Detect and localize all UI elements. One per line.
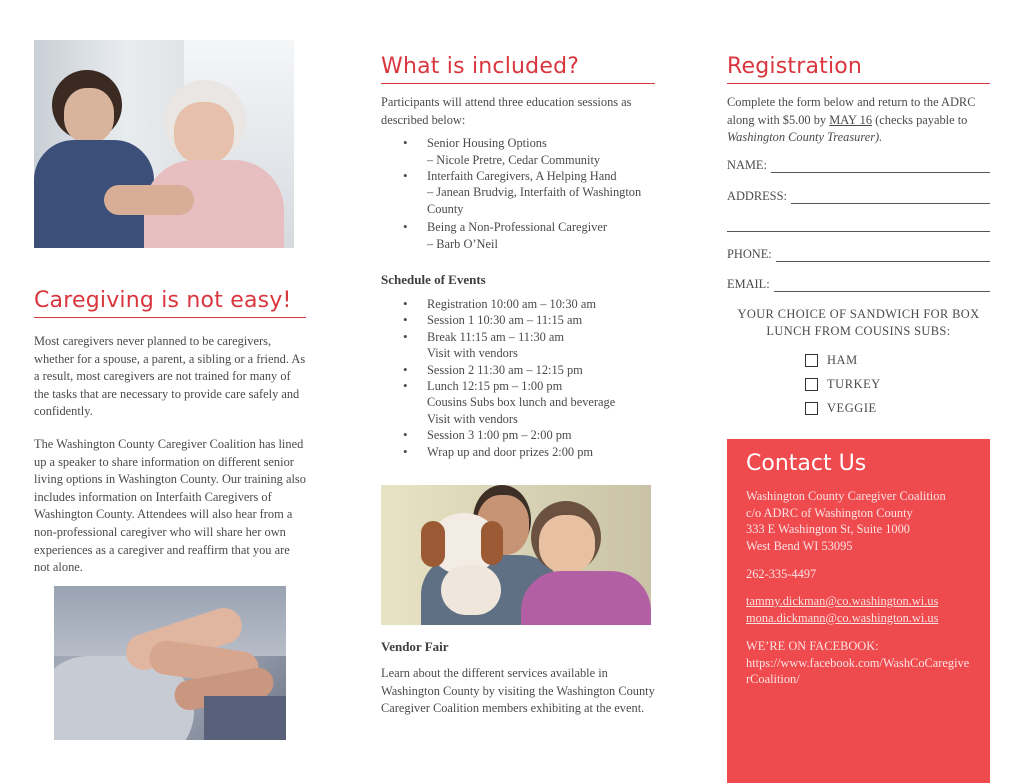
checkbox[interactable] [805, 354, 818, 367]
list-item: • Session 1 10:30 am – 11:15 am [381, 312, 655, 328]
schedule-list [381, 296, 655, 460]
caregiving-heading: Caregiving is not easy! [34, 288, 306, 318]
caregiving-paragraph-1: Most caregivers never planned to be caregivers, whether for a spouse, a parent, a sibling or a friend. As a result, most caregivers are not trained for many of the tasks that are necessary to provide care safely and confidently. [34, 334, 306, 419]
facebook-link[interactable]: https://www.facebook.com/WashCoCaregiverCoalition/ [746, 655, 970, 687]
contact-phone: 262-335-4497 [746, 567, 817, 582]
list-item: • Session 2 11:30 am – 12:15 pm [381, 362, 655, 378]
sandwich-prompt: YOUR CHOICE OF SANDWICH FOR BOX LUNCH FROM COUSINS SUBS: [737, 306, 980, 339]
option-veggie[interactable]: VEGGIE [805, 401, 990, 416]
registration-intro: Complete the form below and return to the ADRC along with $5.00 by MAY 16 (checks payable to Washington County Treasurer). [727, 95, 976, 145]
checkbox[interactable] [805, 402, 818, 415]
list-item: • Senior Housing Options – Nicole Pretre, Cedar Community [381, 135, 655, 168]
facebook-label: WE’RE ON FACEBOOK: [746, 639, 879, 654]
address-line-2[interactable] [727, 230, 990, 232]
list-item: • Wrap up and door prizes 2:00 pm [381, 444, 655, 460]
vendor-heading: Vendor Fair [381, 639, 449, 654]
option-turkey[interactable]: TURKEY [805, 377, 990, 392]
checkbox[interactable] [805, 378, 818, 391]
included-heading: What is included? [381, 54, 655, 84]
contact-heading: Contact Us [746, 451, 867, 476]
dog-photo [381, 485, 651, 625]
option-ham[interactable]: HAM [805, 353, 990, 368]
name-field[interactable]: NAME: [727, 155, 990, 173]
included-intro: Participants will attend three education sessions as described below: [381, 95, 632, 127]
list-item: • Registration 10:00 am – 10:30 am [381, 296, 655, 312]
list-item: • Session 3 1:00 pm – 2:00 pm [381, 427, 655, 443]
email-link-1[interactable]: tammy.dickman@co.washington.wi.us [746, 593, 939, 608]
schedule-heading: Schedule of Events [381, 272, 486, 288]
contact-address: Washington County Caregiver Coalition c/o ADRC of Washington County 333 E Washington St, Suite 1000 West Bend WI 53095 [746, 489, 946, 553]
sessions-list [381, 135, 655, 252]
list-item: • Being a Non-Professional Caregiver – Barb O’Neil [381, 219, 655, 252]
contact-panel [727, 439, 990, 783]
caregiving-paragraph-2: The Washington County Caregiver Coalition has lined up a speaker to share information on different senior living options in Washington County. Our training also includes information on Interfaith Caregivers of Washington County. Attendees will also hear from a non-professional caregiver who will share her own experiences as a caregiver and reaffirm that you are not alone. [34, 436, 306, 575]
email-link-2[interactable]: mona.dickmann@co.washington.wi.us [746, 610, 939, 625]
list-item: • Interfaith Caregivers, A Helping Hand – Janean Brudvig, Interfaith of Washington County [381, 168, 655, 217]
vendor-text: Learn about the different services available in Washington County by visiting the Washington County Caregiver Coalition members exhibiting at the event. [381, 666, 655, 716]
list-item: • Break 11:15 am – 11:30 am Visit with vendors [381, 329, 655, 362]
registration-heading: Registration [727, 54, 990, 84]
hands-photo [54, 586, 286, 740]
phone-field[interactable]: PHONE: [727, 244, 990, 262]
address-field[interactable]: ADDRESS: [727, 186, 990, 204]
list-item: • Lunch 12:15 pm – 1:00 pm Cousins Subs box lunch and beverage Visit with vendors [381, 378, 655, 427]
email-field[interactable]: EMAIL: [727, 274, 990, 292]
caregiver-photo [34, 40, 294, 248]
